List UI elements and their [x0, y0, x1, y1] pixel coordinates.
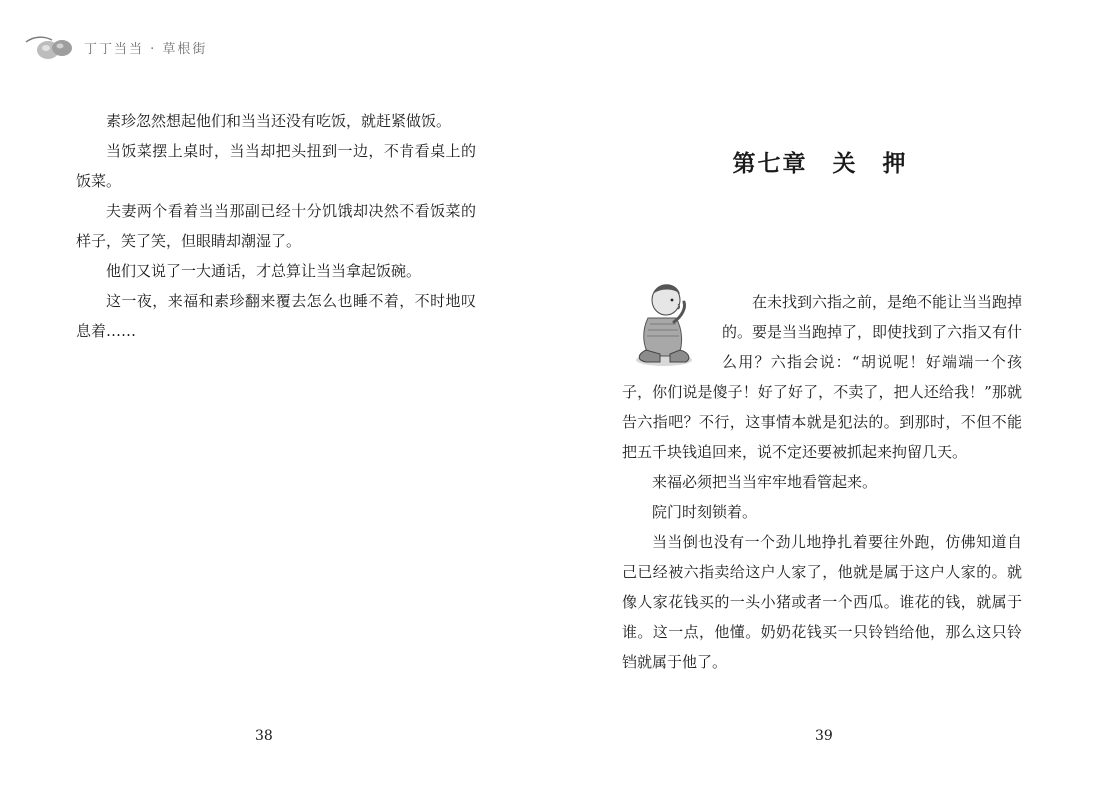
page-number-left: 38 — [255, 728, 273, 744]
paragraph: 当饭菜摆上桌时，当当却把头扭到一边，不肯看桌上的饭菜。 — [76, 142, 476, 190]
series-header — [22, 30, 207, 64]
paragraph: 在未找到六指之前，是绝不能让当当跑掉的。要是当当跑掉了，即使找到了六指又有什么用？六指会说：“胡说呢！好端端一个孩子，你们说是傻子！好了好了，不卖了，把人还给我！”那就告六指吧？不行，这事情本就是犯法的。到那时，不但不能把五千块钱追回来，说不定还要被抓起来拘留几天。 — [622, 293, 1023, 461]
paragraph: 素珍忽然想起他们和当当还没有吃饭，就赶紧做饭。 — [106, 112, 452, 130]
paragraph: 夫妻两个看着当当那副已经十分饥饿却决然不看饭菜的样子，笑了笑，但眼睛却潮湿了。 — [76, 202, 476, 250]
paragraph: 这一夜，来福和素珍翻来覆去怎么也睡不着，不时地叹息着…… — [76, 292, 476, 340]
paragraph: 当当倒也没有一个劲儿地挣扎着要往外跑，仿佛知道自己已经被六指卖给这户人家了，他就是属于这户人家的。就像人家花钱买的一头小猪或者一个西瓜。谁花的钱，就属于谁。这一点，他懂。奶奶花钱买一只铃铛给他，那么这只铃铛就属于他了。 — [622, 533, 1022, 671]
left-page-text — [76, 106, 476, 346]
page-number-right: 39 — [815, 728, 833, 744]
paragraph: 他们又说了一大通话，才总算让当当拿起饭碗。 — [106, 262, 422, 280]
series-title: 丁丁当当 · 草根街 — [84, 41, 208, 57]
paragraph: 来福必须把当当牢牢地看管起来。 — [652, 473, 878, 491]
chapter-title: 第七章 关 押 — [732, 150, 908, 177]
paragraph: 院门时刻锁着。 — [652, 503, 758, 521]
gourd-logo-icon — [22, 30, 78, 64]
right-page-text — [622, 287, 1022, 677]
